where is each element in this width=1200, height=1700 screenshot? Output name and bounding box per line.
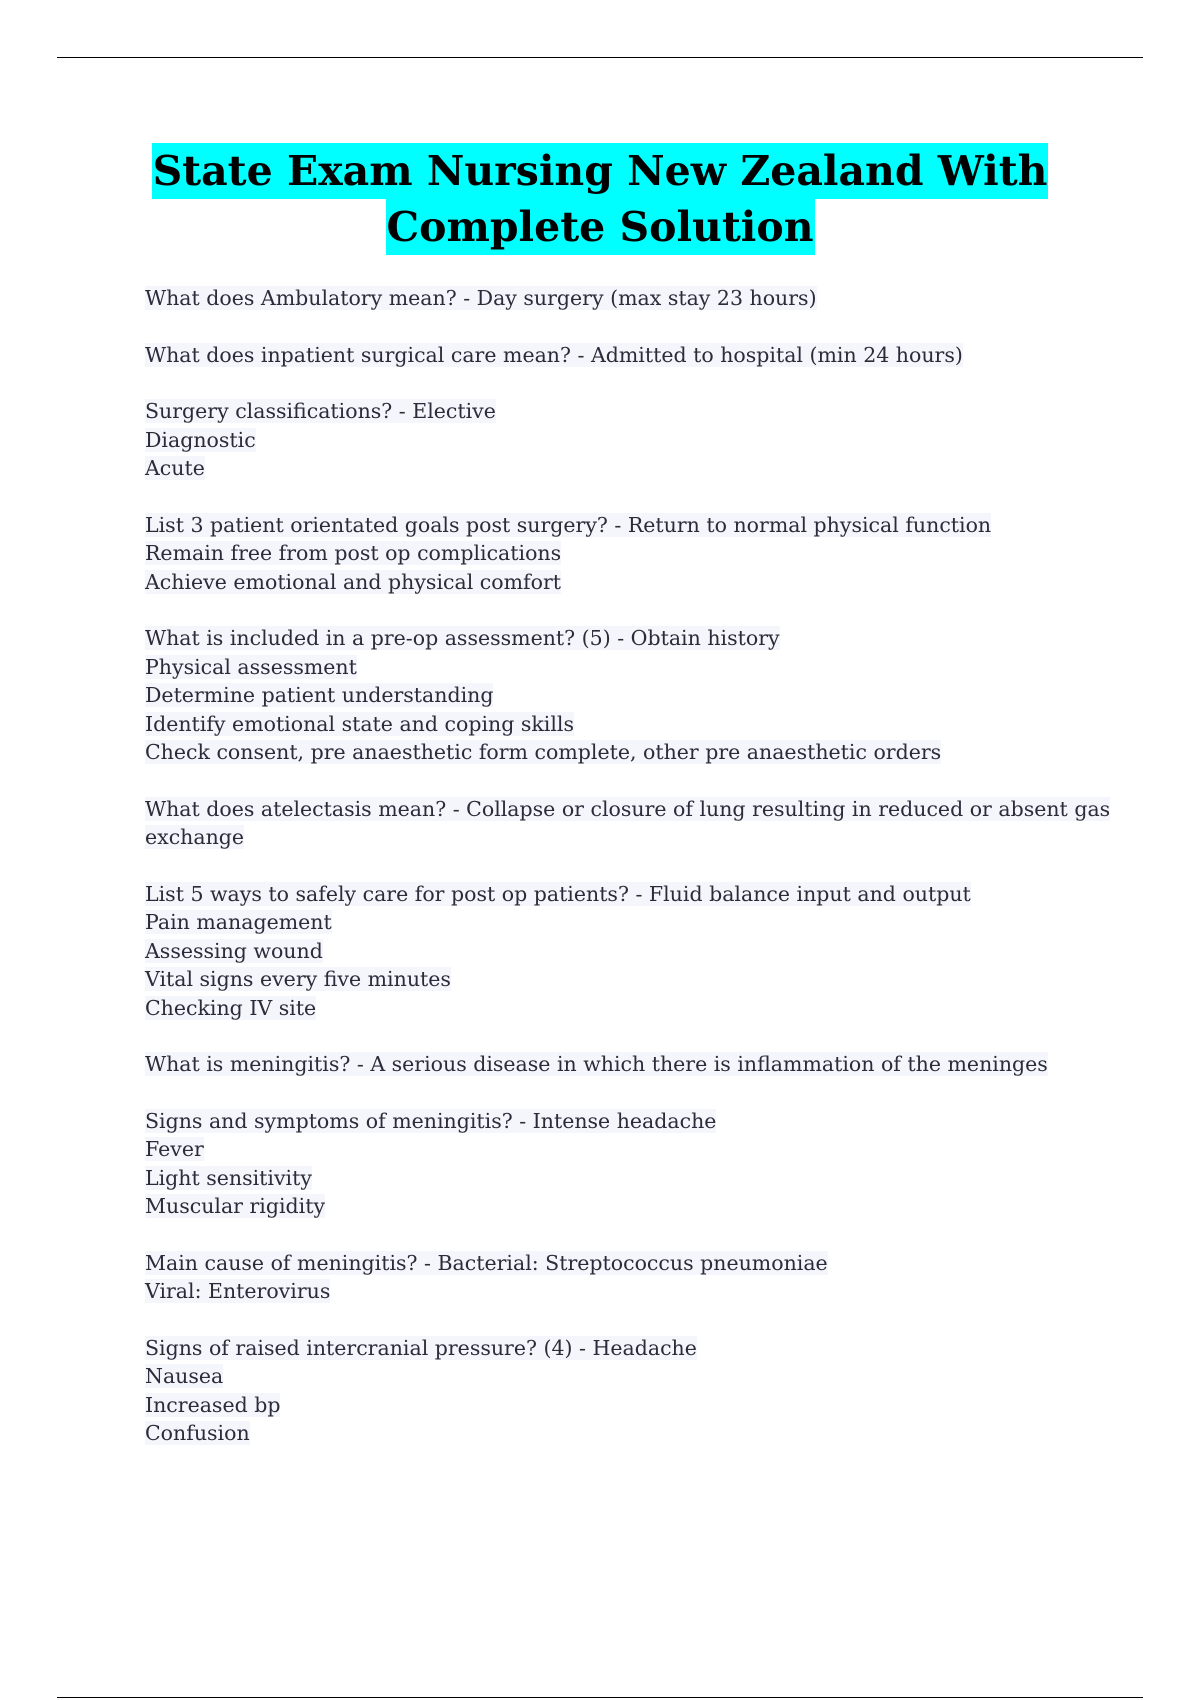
qa-line-text: Diagnostic xyxy=(145,427,256,452)
qa-line-text: Light sensitivity xyxy=(145,1165,312,1190)
qa-answer-line xyxy=(145,908,1105,937)
qa-question-line xyxy=(145,880,1105,909)
qa-line-text: List 3 patient orientated goals post surgery? - Return to normal physical function xyxy=(145,512,992,537)
qa-line-text: Surgery classifications? - Elective xyxy=(145,399,496,423)
qa-question-line xyxy=(145,1249,1105,1278)
qa-answer-line xyxy=(145,823,1105,852)
qa-answer-line xyxy=(145,1192,1105,1221)
qa-item xyxy=(145,341,1105,370)
qa-answer-line xyxy=(145,738,1105,767)
qa-answer-line xyxy=(145,1419,1105,1448)
qa-item xyxy=(145,1249,1105,1306)
qa-line-text: Determine patient understanding xyxy=(145,683,494,707)
qa-line-text: Fever xyxy=(145,1137,204,1161)
qa-answer-line xyxy=(145,568,1105,597)
qa-item xyxy=(145,1334,1105,1448)
qa-item xyxy=(145,880,1105,1023)
qa-line-text: Checking IV site xyxy=(145,995,317,1020)
qa-line-text: Acute xyxy=(145,456,205,480)
qa-question-line xyxy=(145,511,1105,540)
qa-line-text: Achieve emotional and physical comfort xyxy=(145,569,562,594)
qa-question-line xyxy=(145,397,1105,426)
footer-rule xyxy=(57,1697,1143,1698)
qa-question-line xyxy=(145,284,1105,313)
qa-question-line xyxy=(145,1050,1105,1079)
qa-answer-line xyxy=(145,937,1105,966)
qa-item xyxy=(145,624,1105,767)
qa-line-text: What is meningitis? - A serious disease in which there is inflammation of the meninges xyxy=(145,1052,1048,1076)
qa-line-text: Main cause of meningitis? - Bacterial: Streptococcus pneumoniae xyxy=(145,1250,828,1275)
qa-question-line xyxy=(145,624,1105,653)
qa-answer-line xyxy=(145,710,1105,739)
header-rule xyxy=(57,57,1143,58)
qa-item xyxy=(145,795,1111,852)
qa-line-text: What does inpatient surgical care mean? - Admitted to hospital (min 24 hours) xyxy=(145,342,963,367)
qa-line-text: Viral: Enterovirus xyxy=(145,1279,331,1303)
qa-line-text: Signs of raised intercranial pressure? (4) - Headache xyxy=(145,1335,697,1360)
qa-answer-line xyxy=(145,994,1105,1023)
qa-line-text: Assessing wound xyxy=(145,938,323,963)
qa-answer-line xyxy=(145,1135,1105,1164)
qa-item xyxy=(145,1107,1105,1221)
qa-answer-line xyxy=(145,681,1105,710)
qa-answer-line xyxy=(145,539,1105,568)
qa-question-line xyxy=(145,341,1105,370)
qa-line-text: Confusion xyxy=(145,1421,250,1445)
title-line-1: State Exam Nursing New Zealand With xyxy=(152,143,1049,199)
qa-line-text: Nausea xyxy=(145,1364,224,1388)
qa-answer-line xyxy=(145,965,1105,994)
qa-answer-line xyxy=(145,426,1105,455)
qa-line-text: What does Ambulatory mean? - Day surgery (max stay 23 hours) xyxy=(145,286,817,310)
qa-line-text: Signs and symptoms of meningitis? - Intense headache xyxy=(145,1108,717,1133)
qa-question-line xyxy=(145,1107,1105,1136)
qa-line-text: exchange xyxy=(145,825,245,849)
qa-answer-line xyxy=(145,653,1105,682)
qa-question-line xyxy=(145,795,1111,824)
qa-answer-line xyxy=(145,1164,1105,1193)
qa-line-text: Physical assessment xyxy=(145,654,357,679)
qa-line-text: Increased bp xyxy=(145,1392,281,1417)
qa-line-text: Check consent, pre anaesthetic form complete, other pre anaesthetic orders xyxy=(145,740,942,764)
qa-item xyxy=(145,397,1105,483)
document-title xyxy=(100,143,1100,255)
qa-list xyxy=(145,284,1111,1476)
qa-item xyxy=(145,1050,1105,1079)
qa-item xyxy=(145,511,1105,597)
qa-answer-line xyxy=(145,454,1105,483)
qa-answer-line xyxy=(145,1362,1105,1391)
qa-question-line xyxy=(145,1334,1105,1363)
qa-item xyxy=(145,284,1105,313)
qa-line-text: Identify emotional state and coping skills xyxy=(145,711,574,736)
qa-line-text: Remain free from post op complications xyxy=(145,541,562,565)
qa-answer-line xyxy=(145,1277,1105,1306)
qa-answer-line xyxy=(145,1391,1105,1420)
qa-line-text: List 5 ways to safely care for post op patients? - Fluid balance input and output xyxy=(145,881,971,906)
title-line-2: Complete Solution xyxy=(386,199,815,255)
qa-line-text: Pain management xyxy=(145,910,332,934)
qa-line-text: Vital signs every five minutes xyxy=(145,967,451,991)
qa-line-text: What does atelectasis mean? - Collapse or closure of lung resulting in reduced or absent gas xyxy=(145,796,1111,821)
qa-line-text: What is included in a pre-op assessment? (5) - Obtain history xyxy=(145,626,780,650)
qa-line-text: Muscular rigidity xyxy=(145,1194,326,1218)
